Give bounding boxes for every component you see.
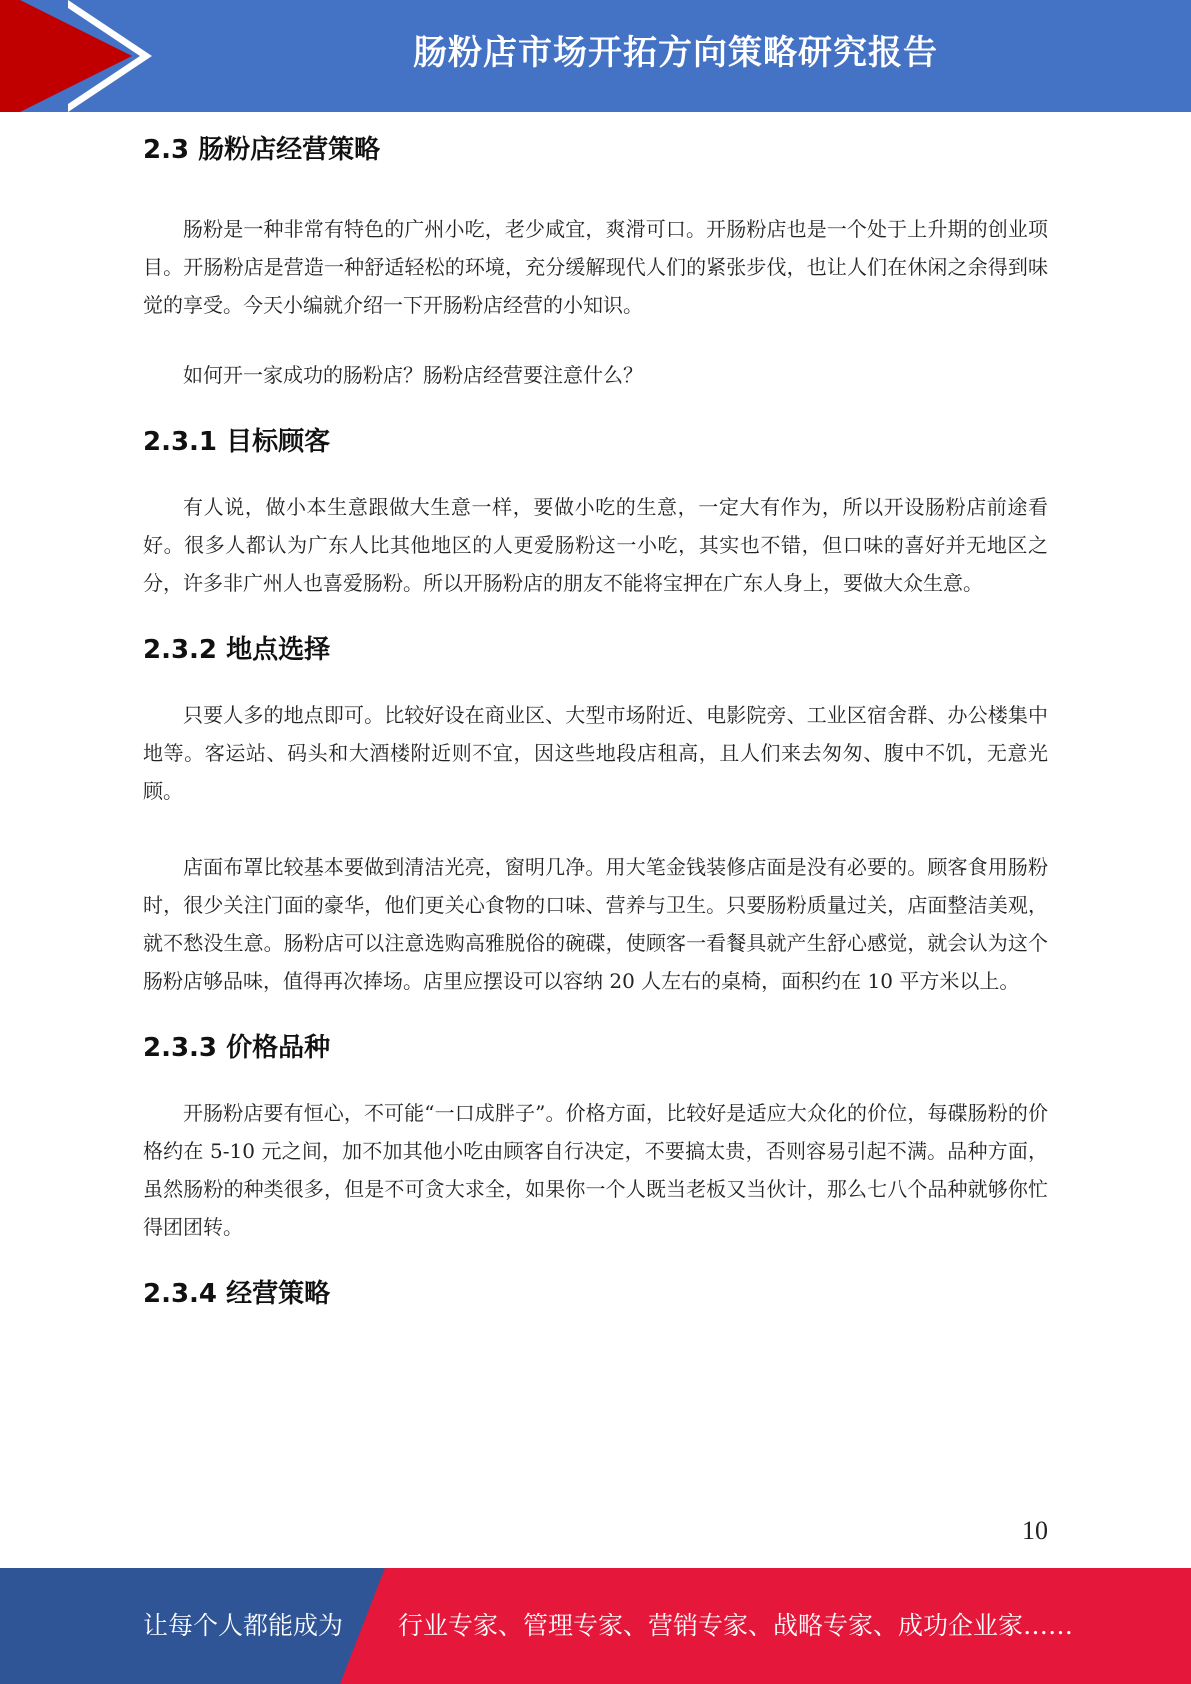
section-heading-2-3-3: 2.3.3 价格品种 (143, 1033, 331, 1063)
page-content (143, 120, 1048, 1324)
paragraph-2-3-1: 有人说，做小本生意跟做大生意一样，要做小吃的生意，一定大有作为，所以开设肠粉店前途看好。很多人都认为广东人比其他地区的人更爱肠粉这一小吃，其实也不错，但口味的喜好并无地区之分，许多非广州人也喜爱肠粉。所以开肠粉店的朋友不能将宝押在广东人身上，要做大众生意。 (143, 495, 1048, 595)
page-header (0, 0, 1191, 112)
paragraph-2-3-2-decor: 店面布罩比较基本要做到清洁光亮，窗明几净。用大笔金钱装修店面是没有必要的。顾客食用肠粉时，很少关注门面的豪华，他们更关心食物的口味、营养与卫生。只要肠粉质量过关，店面整洁美观，就不愁没生意。肠粉店可以注意选购高雅脱俗的碗碟，使顾客一看餐具就产生舒心感觉，就会认为这个肠粉店够品味，值得再次捧场。店里应摆设可以容纳 20 人左右的桌椅，面积约在 10 平方米以上。 (143, 855, 1048, 993)
report-title: 肠粉店市场开拓方向策略研究报告 (413, 33, 938, 73)
paragraph-2-3-2-location: 只要人多的地点即可。比较好设在商业区、大型市场附近、电影院旁、工业区宿舍群、办公楼集中地等。客运站、码头和大酒楼附近则不宜，因这些地段店租高，且人们来去匆匆、腹中不饥，无意光顾。 (143, 703, 1048, 803)
header-red-band (0, 0, 20, 112)
page-footer (0, 1568, 1191, 1684)
page-number: 10 (1022, 1516, 1048, 1545)
section-heading-2-3-4: 2.3.4 经营策略 (143, 1279, 331, 1309)
footer-slogan-right: 行业专家、管理专家、营销专家、战略专家、成功企业家…… (398, 1611, 1074, 1640)
paragraph-2-3-intro: 肠粉是一种非常有特色的广州小吃，老少咸宜，爽滑可口。开肠粉店也是一个处于上升期的创业项目。开肠粉店是营造一种舒适轻松的环境，充分缓解现代人们的紧张步伐，也让人们在休闲之余得到味觉的享受。今天小编就介绍一下开肠粉店经营的小知识。 (143, 217, 1048, 317)
section-heading-2-3-2: 2.3.2 地点选择 (143, 635, 331, 665)
paragraph-2-3-3: 开肠粉店要有恒心，不可能“一口成胖子”。价格方面，比较好是适应大众化的价位，每碟肠粉的价格约在 5-10 元之间，加不加其他小吃由顾客自行决定，不要搞太贵，否则容易引起不满。品种方面，虽然肠粉的种类很多，但是不可贪大求全，如果你一个人既当老板又当伙计，那么七八个品种就够你忙得团团转。 (143, 1101, 1048, 1239)
header-red-arrow (20, 0, 132, 112)
footer-slogan-left: 让每个人都能成为 (143, 1611, 344, 1640)
section-heading-2-3-1: 2.3.1 目标顾客 (143, 427, 331, 457)
paragraph-2-3-question: 如何开一家成功的肠粉店？肠粉店经营要注意什么？ (183, 363, 643, 387)
section-heading-2-3: 2.3 肠粉店经营策略 (143, 135, 381, 165)
